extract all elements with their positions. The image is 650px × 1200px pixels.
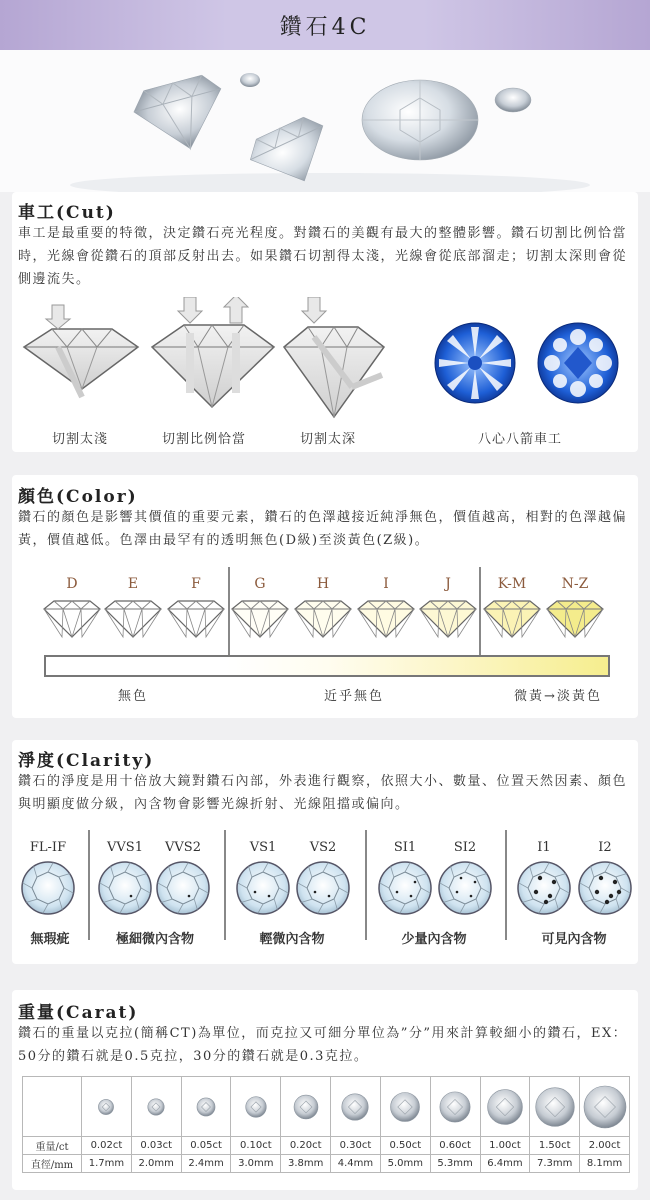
carat-diamond-icon [581,1077,629,1133]
carat-diamond-icon [232,1077,280,1133]
carat-diameter-cell: 5.3mm [430,1155,480,1173]
carat-diamond-cell [430,1077,480,1137]
clarity-title: 淨度(Clarity) [18,751,155,771]
clarity-diamond-icon [379,862,431,914]
clarity-grade-vvs1: VVS1 [107,840,143,855]
carat-diamond-cell [331,1077,381,1137]
page-title: 鑽石4C [279,15,371,40]
clarity-grade-fl-if: FL-IF [29,840,67,855]
clarity-diamond-icon [157,862,209,914]
carat-diamond-icon [381,1077,429,1133]
cut-label-ideal: 切割比例恰當 [162,432,247,447]
clarity-diamond-icon [22,862,74,914]
clarity-grade-vs2: VS2 [309,840,337,855]
color-section [12,475,638,718]
color-grade-e: E [127,576,139,592]
clarity-grade-vs1: VS1 [249,840,277,855]
color-diamond-icon [44,601,100,637]
carat-description: 鑽石的重量以克拉(簡稱CT)為單位，而克拉又可細分單位為”分”用來計算較細小的鑽石，EX：50分的鑽石就是0.5克拉，30分的鑽石就是0.3克拉。 [18,1026,628,1064]
clarity-diamond-icon [297,862,349,914]
carat-diamond-icon [82,1077,130,1133]
clarity-group-si: 少量內含物 [401,932,467,947]
color-divider-2 [479,567,481,669]
cut-section [12,192,638,452]
carat-diameter-cell: 3.8mm [281,1155,331,1173]
cut-label-shallow: 切割太淺 [52,432,109,447]
clarity-description: 鑽石的淨度是用十倍放大鏡對鑽石內部，外表進行觀察，依照大小、數量、位置天然因素、顏色與明顯度做分級，內含物會影響光線折射、光線阻擋或偏向。 [18,774,628,812]
color-grade-h: H [316,576,330,592]
carat-section [12,990,638,1190]
carat-diamond-cell [82,1077,132,1137]
color-grade-g: G [254,576,266,592]
carat-diamond-cell [580,1077,630,1137]
carat-weight-cell: 2.00ct [580,1137,630,1155]
color-diamond-icon [105,601,161,637]
color-title: 顏色(Color) [18,487,138,507]
carat-weight-cell: 0.05ct [181,1137,231,1155]
carat-diamond-icon [431,1077,479,1133]
carat-weight-cell: 0.50ct [380,1137,430,1155]
clarity-group-i: 可見內含物 [541,932,607,947]
diameter-row-label: 直徑/mm [23,1155,82,1173]
color-diamond-icon [168,601,224,637]
carat-weight-cell: 1.00ct [480,1137,530,1155]
clarity-divider-3 [365,830,367,940]
ideal-cut-diagram [152,297,274,407]
carat-diamond-cell [281,1077,331,1137]
carat-diamond-cell [131,1077,181,1137]
carat-weight-cell: 0.20ct [281,1137,331,1155]
clarity-section [12,740,638,964]
carat-diamond-icon [182,1077,230,1133]
carat-table-corner [23,1077,82,1137]
carat-weight-cell: 0.10ct [231,1137,281,1155]
color-grade-k-m: K-M [497,576,527,592]
carat-diamond-cell [380,1077,430,1137]
clarity-group-vvs: 極細微內含物 [115,932,194,947]
carat-diamond-icon [282,1077,330,1133]
carat-diameter-cell: 8.1mm [580,1155,630,1173]
clarity-diamond-icon [99,862,151,914]
carat-diameter-cell: 1.7mm [82,1155,132,1173]
carat-diameter-cell: 5.0mm [380,1155,430,1173]
clarity-diamond-icon [237,862,289,914]
color-diamond-icon [232,601,288,637]
clarity-group-flawless: 無瑕疵 [30,932,70,947]
carat-diamond-icon [481,1077,529,1133]
carat-weight-cell: 0.60ct [430,1137,480,1155]
color-diamond-icon [295,601,351,637]
color-group-yellow: 微黃→淡黃色 [514,689,602,704]
hero-diamonds-image [0,50,650,192]
color-grade-f: F [191,576,201,592]
header-banner [0,0,650,50]
weight-row-label: 重量/ct [23,1137,82,1155]
carat-diamond-cell [480,1077,530,1137]
color-divider-1 [228,567,230,669]
clarity-grade-si2: SI2 [453,840,477,855]
carat-diameter-cell: 2.0mm [131,1155,181,1173]
cut-label-hearts-arrows: 八心八箭車工 [478,432,563,447]
color-grade-j: J [445,576,451,592]
color-group-colorless: 無色 [117,689,148,704]
carat-diamond-icon [531,1077,579,1133]
clarity-diamond-icon [439,862,491,914]
clarity-diamond-row [12,858,638,920]
clarity-diamond-icon [579,862,631,914]
clarity-diamond-icon [518,862,570,914]
clarity-grade-vvs2: VVS2 [165,840,201,855]
color-grade-i: I [383,576,389,592]
carat-weight-cell: 0.30ct [331,1137,381,1155]
carat-title: 重量(Carat) [18,1003,139,1023]
carat-diamond-cell [231,1077,281,1137]
color-diamond-icon [484,601,540,637]
clarity-divider-2 [224,830,226,940]
carat-diamond-icon [331,1077,379,1133]
color-grade-d: D [66,576,78,592]
color-diamond-icon [547,601,603,637]
carat-diameter-cell: 3.0mm [231,1155,281,1173]
carat-diamond-cell [181,1077,231,1137]
clarity-group-vs: 輕微內含物 [259,932,325,947]
clarity-divider-1 [88,830,90,940]
clarity-grade-si1: SI1 [393,840,417,855]
color-group-near-colorless: 近乎無色 [323,689,384,704]
cut-description: 車工是最重要的特徵，決定鑽石亮光程度。對鑽石的美觀有最大的整體影響。鑽石切割比例恰當時，光線會從鑽石的頂部反射出去。如果鑽石切割得太淺，光線會從底部溜走；切割太深則會從側邊流失。 [18,226,628,287]
clarity-divider-4 [505,830,507,940]
carat-diameter-cell: 2.4mm [181,1155,231,1173]
carat-weight-cell: 0.03ct [131,1137,181,1155]
cut-diagrams [12,297,638,427]
hearts-arrows-diagram [435,323,515,403]
shallow-cut-diagram [24,305,138,397]
deep-cut-diagram [284,297,384,417]
clarity-grade-i1: I1 [537,840,551,855]
cut-label-deep: 切割太深 [300,432,357,447]
carat-diameter-cell: 4.4mm [331,1155,381,1173]
carat-weight-cell: 1.50ct [530,1137,580,1155]
carat-table [22,1076,630,1173]
carat-diamond-cell [530,1077,580,1137]
carat-weight-cell: 0.02ct [82,1137,132,1155]
color-gradient-bar [44,655,610,677]
color-diamond-row [12,593,638,643]
carat-diamond-icon [132,1077,180,1133]
carat-diameter-cell: 6.4mm [480,1155,530,1173]
clarity-grade-i2: I2 [598,840,612,855]
color-description: 鑽石的顏色是影響其價值的重要元素，鑽石的色澤越接近純淨無色，價值越高，相對的色澤越偏黃，價值越低。色澤由最罕有的透明無色(D級)至淡黃色(Z級)。 [18,510,628,548]
carat-diameter-cell: 7.3mm [530,1155,580,1173]
color-diamond-icon [420,601,476,637]
color-grade-n-z: N-Z [561,576,589,592]
color-diamond-icon [358,601,414,637]
cut-title: 車工(Cut) [18,203,116,223]
